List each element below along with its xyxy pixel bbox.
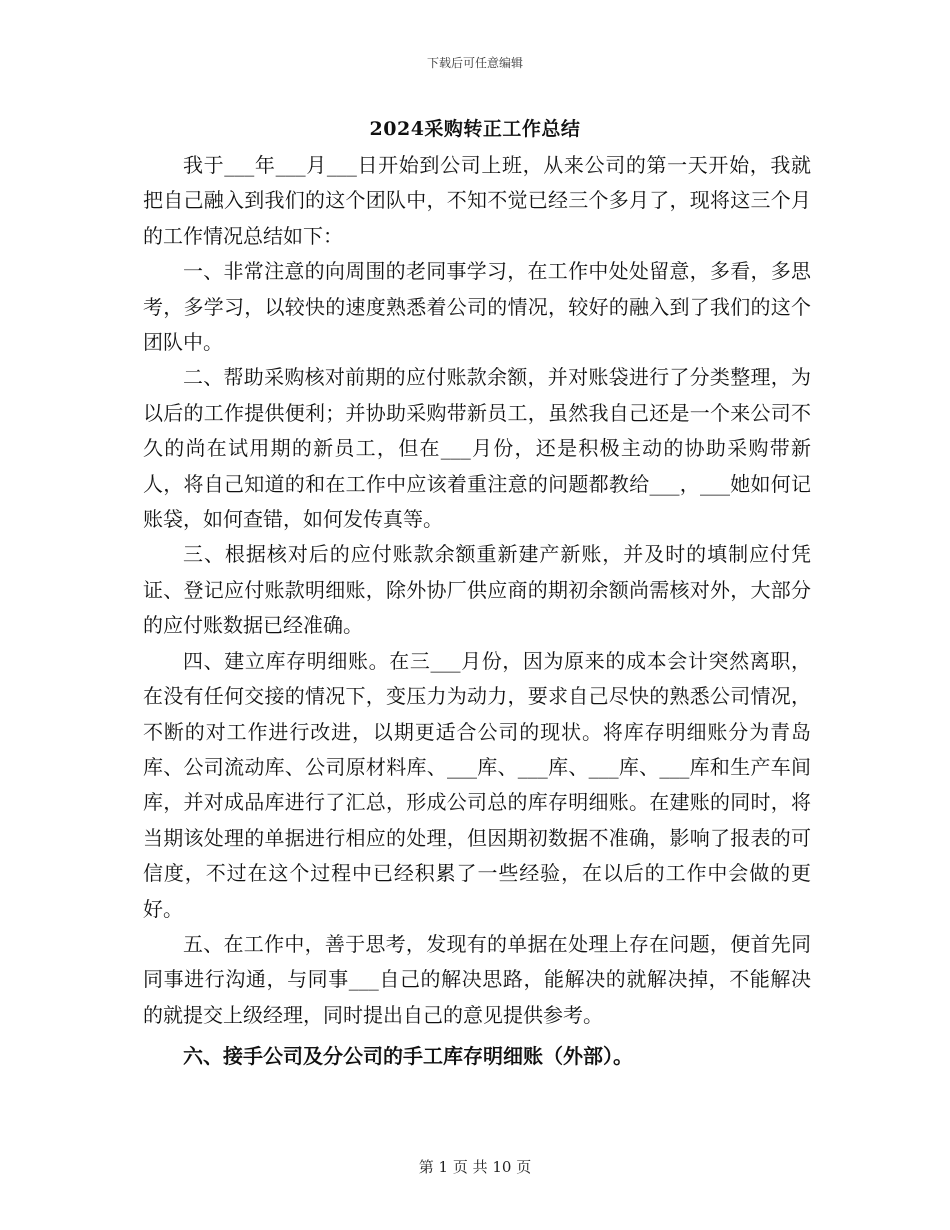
paragraph-item-4: 四、建立库存明细账。在三___月份，因为原来的成本会计突然离职，在没有任何交接的情况下，变压力为动力，要求自己尽快的熟悉公司情况，不断的对工作进行改进，以期更适合公司的现状。将库存明细账分为青岛库、公司流动库、公司原材料库、___库、___库、___库、___库和生产车间库，并对成品库进行了汇总，形成公司总的库存明细账。在建账的同时，将当期该处理的单据进行相应的处理，但因期初数据不准确，影响了报表的可信度，不过在这个过程中已经积累了一些经验，在以后的工作中会做的更好。	[143, 648, 811, 921]
paragraph-item-1: 一、非常注意的向周围的老同事学习，在工作中处处留意，多看，多思考，多学习，以较快的速度熟悉着公司的情况，较好的融入到了我们的这个团队中。	[143, 259, 811, 355]
header-note: 下载后可任意编辑	[426, 56, 523, 70]
paragraph-intro: 我于___年___月___日开始到公司上班，从来公司的第一天开始，我就把自己融入到我们的这个团队中，不知不觉已经三个多月了，现将这三个月的工作情况总结如下：	[143, 153, 811, 248]
page-number: 第 1 页 共 10 页	[418, 1158, 532, 1176]
paragraph-item-2: 二、帮助采购核对前期的应付账款余额，并对账袋进行了分类整理，为以后的工作提供便利；并协助采购带新员工，虽然我自己还是一个来公司不久的尚在试用期的新员工，但在___月份，还是积极主动的协助采购带新人，将自己知道的和在工作中应该着重注意的问题都教给___，___她如何记账袋，如何查错，如何发传真等。	[143, 365, 811, 532]
paragraph-item-3: 三、根据核对后的应付账款余额重新建产新账，并及时的填制应付凭证、登记应付账款明细账，除外协厂供应商的期初余额尚需核对外，大部分的应付账数据已经准确。	[143, 542, 811, 638]
paragraph-item-5: 五、在工作中，善于思考，发现有的单据在处理上存在问题，便首先同同事进行沟通，与同事___自己的解决思路，能解决的就解决掉，不能解决的就提交上级经理，同时提出自己的意见提供参考。	[143, 931, 811, 1027]
section-heading-6: 六、接手公司及分公司的手工库存明细账（外部）。	[183, 1044, 633, 1069]
document-body	[143, 148, 811, 1075]
document-title: 2024采购转正工作总结	[369, 118, 581, 140]
